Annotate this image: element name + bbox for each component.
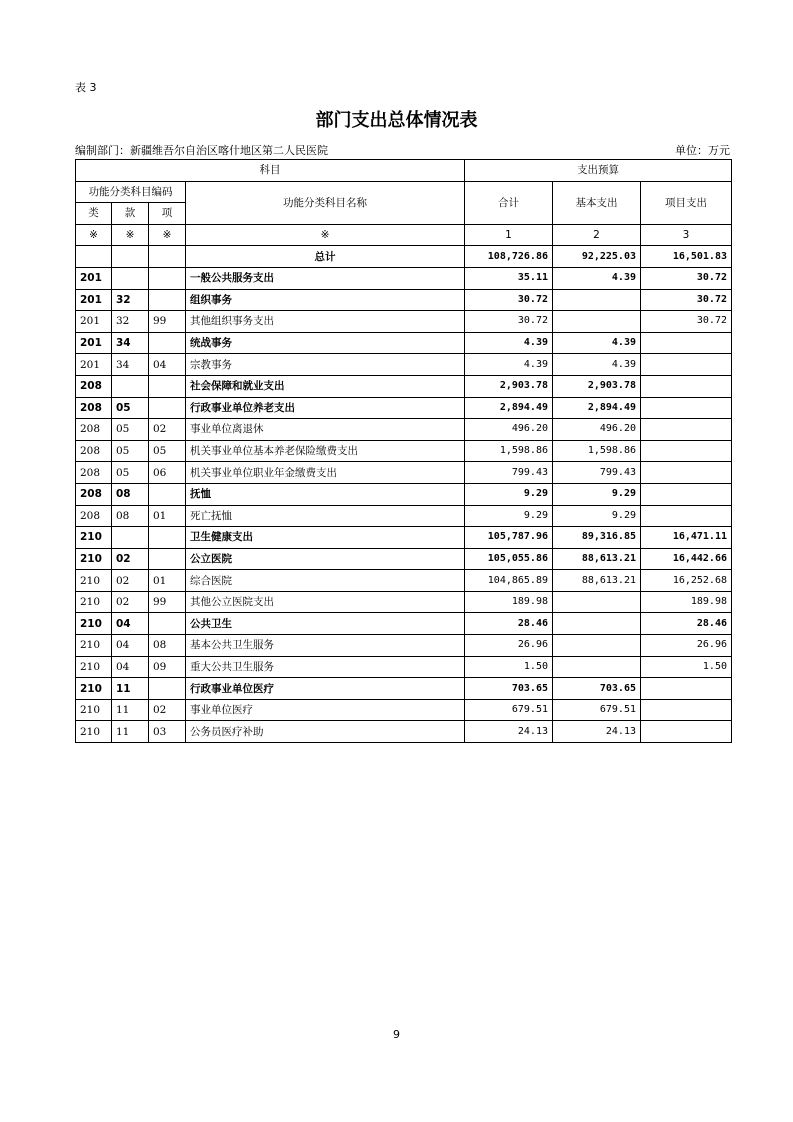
header-basic: 基本支出 [553,181,641,224]
amount-basic: 4.39 [553,267,641,289]
code-xiang: 03 [149,721,186,743]
grand-total-basic: 92,225.03 [553,246,641,268]
amount-project: 26.96 [641,635,732,657]
subject-name: 重大公共卫生服务 [186,656,465,678]
amount-basic: 88,613.21 [553,570,641,592]
amount-basic: 1,598.86 [553,440,641,462]
amount-total: 703.65 [465,678,553,700]
amount-basic: 88,613.21 [553,548,641,570]
table-row [76,267,732,289]
code-kuan: 05 [112,397,149,419]
amount-total: 2,894.49 [465,397,553,419]
amount-total: 26.96 [465,635,553,657]
amount-basic [553,289,641,311]
amount-total: 105,787.96 [465,527,553,549]
amount-basic: 496.20 [553,419,641,441]
table-row [76,678,732,700]
table-row [76,527,732,549]
table-row [76,635,732,657]
amount-total: 30.72 [465,289,553,311]
table-row [76,505,732,527]
code-lei: 208 [76,375,112,397]
code-xiang: 99 [149,591,186,613]
code-kuan: 11 [112,678,149,700]
col-number-2: 2 [553,224,641,246]
code-lei: 201 [76,311,112,333]
amount-project [641,699,732,721]
code-kuan [112,527,149,549]
header-xiang: 项 [149,203,186,225]
grand-total-kuan [112,246,149,268]
header-code-group: 功能分类科目编码 [76,181,186,203]
table-row [76,570,732,592]
col-number-3: 3 [641,224,732,246]
amount-project: 28.46 [641,613,732,635]
code-lei: 210 [76,591,112,613]
subject-name: 公立医院 [186,548,465,570]
subject-name: 组织事务 [186,289,465,311]
code-xiang [149,548,186,570]
amount-total: 9.29 [465,483,553,505]
amount-basic [553,591,641,613]
table-row [76,699,732,721]
table-row [76,354,732,376]
amount-project [641,332,732,354]
code-kuan: 08 [112,483,149,505]
code-xiang [149,332,186,354]
amount-project [641,419,732,441]
mark-lei: ※ [76,224,112,246]
amount-basic: 89,316.85 [553,527,641,549]
code-kuan: 05 [112,419,149,441]
amount-basic: 9.29 [553,483,641,505]
grand-total-lei [76,246,112,268]
code-xiang: 08 [149,635,186,657]
header-row-2 [76,181,732,203]
code-kuan: 02 [112,570,149,592]
table-row [76,375,732,397]
amount-basic: 703.65 [553,678,641,700]
code-xiang [149,527,186,549]
amount-total: 30.72 [465,311,553,333]
amount-basic: 799.43 [553,462,641,484]
code-kuan [112,375,149,397]
code-lei: 210 [76,678,112,700]
amount-basic: 4.39 [553,332,641,354]
code-lei: 210 [76,570,112,592]
amount-project [641,505,732,527]
code-lei: 208 [76,419,112,441]
code-kuan: 34 [112,332,149,354]
table-row [76,289,732,311]
amount-project: 16,471.11 [641,527,732,549]
table-row [76,483,732,505]
code-lei: 201 [76,267,112,289]
amount-total: 1,598.86 [465,440,553,462]
code-kuan: 04 [112,635,149,657]
code-kuan: 05 [112,462,149,484]
subject-name: 死亡抚恤 [186,505,465,527]
table-row [76,721,732,743]
code-kuan: 11 [112,699,149,721]
amount-total: 24.13 [465,721,553,743]
subject-name: 基本公共卫生服务 [186,635,465,657]
header-lei: 类 [76,203,112,225]
page-number: 9 [393,1028,400,1041]
code-lei: 210 [76,656,112,678]
department-label: 编制部门：新疆维吾尔自治区喀什地区第二人民医院 [75,144,328,157]
code-xiang: 01 [149,570,186,592]
document-title: 部门支出总体情况表 [315,110,478,131]
code-lei: 201 [76,289,112,311]
code-lei: 210 [76,635,112,657]
subject-name: 一般公共服务支出 [186,267,465,289]
code-lei: 208 [76,483,112,505]
header-row-4 [76,224,732,246]
header-total: 合计 [465,181,553,224]
expenditure-table [75,159,732,743]
code-xiang [149,483,186,505]
code-lei: 210 [76,527,112,549]
amount-total: 28.46 [465,613,553,635]
code-xiang [149,678,186,700]
amount-project: 30.72 [641,289,732,311]
code-xiang [149,397,186,419]
code-xiang [149,613,186,635]
amount-total: 2,903.78 [465,375,553,397]
amount-total: 1.50 [465,656,553,678]
amount-project [641,483,732,505]
header-subject: 科目 [76,160,465,182]
amount-basic: 2,894.49 [553,397,641,419]
header-project: 项目支出 [641,181,732,224]
table-row [76,656,732,678]
code-lei: 210 [76,721,112,743]
code-xiang: 01 [149,505,186,527]
code-lei: 208 [76,440,112,462]
code-kuan: 34 [112,354,149,376]
amount-total: 679.51 [465,699,553,721]
table-row [76,397,732,419]
amount-basic: 9.29 [553,505,641,527]
amount-basic [553,635,641,657]
subject-name: 公共卫生 [186,613,465,635]
amount-project: 16,442.66 [641,548,732,570]
code-kuan: 04 [112,613,149,635]
table-row [76,332,732,354]
amount-project [641,375,732,397]
amount-total: 496.20 [465,419,553,441]
code-kuan: 02 [112,548,149,570]
subject-name: 事业单位离退休 [186,419,465,441]
header-row-1 [76,160,732,182]
amount-project [641,397,732,419]
table-row [76,591,732,613]
amount-total: 35.11 [465,267,553,289]
mark-kuan: ※ [112,224,149,246]
code-lei: 201 [76,332,112,354]
subject-name: 抚恤 [186,483,465,505]
table-row [76,419,732,441]
table-row [76,311,732,333]
header-kuan: 款 [112,203,149,225]
code-kuan: 05 [112,440,149,462]
grand-total-xiang [149,246,186,268]
amount-total: 9.29 [465,505,553,527]
code-xiang [149,267,186,289]
code-lei: 210 [76,699,112,721]
subject-name: 宗教事务 [186,354,465,376]
subject-name: 行政事业单位养老支出 [186,397,465,419]
code-xiang: 06 [149,462,186,484]
amount-basic: 2,903.78 [553,375,641,397]
code-xiang [149,375,186,397]
subject-name: 行政事业单位医疗 [186,678,465,700]
mark-xiang: ※ [149,224,186,246]
code-xiang: 09 [149,656,186,678]
table-number-label: 表 3 [75,81,97,94]
amount-project [641,354,732,376]
code-xiang: 02 [149,419,186,441]
amount-total: 105,055.86 [465,548,553,570]
header-budget: 支出预算 [465,160,732,182]
subject-name: 事业单位医疗 [186,699,465,721]
code-lei: 210 [76,548,112,570]
subject-name: 其他组织事务支出 [186,311,465,333]
code-lei: 208 [76,505,112,527]
table-row [76,613,732,635]
amount-project [641,721,732,743]
code-xiang: 99 [149,311,186,333]
amount-total: 189.98 [465,591,553,613]
subject-name: 机关事业单位职业年金缴费支出 [186,462,465,484]
code-xiang: 05 [149,440,186,462]
code-xiang: 02 [149,699,186,721]
amount-project: 1.50 [641,656,732,678]
mark-name: ※ [186,224,465,246]
subject-name: 机关事业单位基本养老保险缴费支出 [186,440,465,462]
amount-project: 30.72 [641,311,732,333]
code-kuan: 32 [112,289,149,311]
code-lei: 208 [76,397,112,419]
table-row [76,462,732,484]
subject-name: 统战事务 [186,332,465,354]
subject-name: 其他公立医院支出 [186,591,465,613]
grand-total-project: 16,501.83 [641,246,732,268]
amount-project: 30.72 [641,267,732,289]
amount-total: 104,865.89 [465,570,553,592]
code-xiang: 04 [149,354,186,376]
code-kuan: 08 [112,505,149,527]
code-kuan: 11 [112,721,149,743]
code-kuan: 04 [112,656,149,678]
amount-basic: 4.39 [553,354,641,376]
amount-project [641,678,732,700]
code-lei: 210 [76,613,112,635]
code-xiang [149,289,186,311]
code-kuan [112,267,149,289]
amount-project [641,440,732,462]
code-kuan: 32 [112,311,149,333]
amount-project: 189.98 [641,591,732,613]
header-subject-name: 功能分类科目名称 [186,181,465,224]
subject-name: 卫生健康支出 [186,527,465,549]
amount-total: 4.39 [465,354,553,376]
subject-name: 社会保障和就业支出 [186,375,465,397]
subject-name: 综合医院 [186,570,465,592]
code-lei: 201 [76,354,112,376]
table-row [76,548,732,570]
amount-basic [553,613,641,635]
table-row [76,440,732,462]
amount-basic: 24.13 [553,721,641,743]
code-kuan: 02 [112,591,149,613]
amount-project [641,462,732,484]
amount-total: 799.43 [465,462,553,484]
grand-total-label: 总计 [186,246,465,268]
grand-total-row [76,246,732,268]
grand-total-total: 108,726.86 [465,246,553,268]
code-lei: 208 [76,462,112,484]
col-number-1: 1 [465,224,553,246]
meta-row [75,142,730,158]
amount-basic [553,311,641,333]
amount-project: 16,252.68 [641,570,732,592]
subject-name: 公务员医疗补助 [186,721,465,743]
amount-basic: 679.51 [553,699,641,721]
amount-total: 4.39 [465,332,553,354]
amount-basic [553,656,641,678]
unit-label: 单位：万元 [675,144,730,157]
